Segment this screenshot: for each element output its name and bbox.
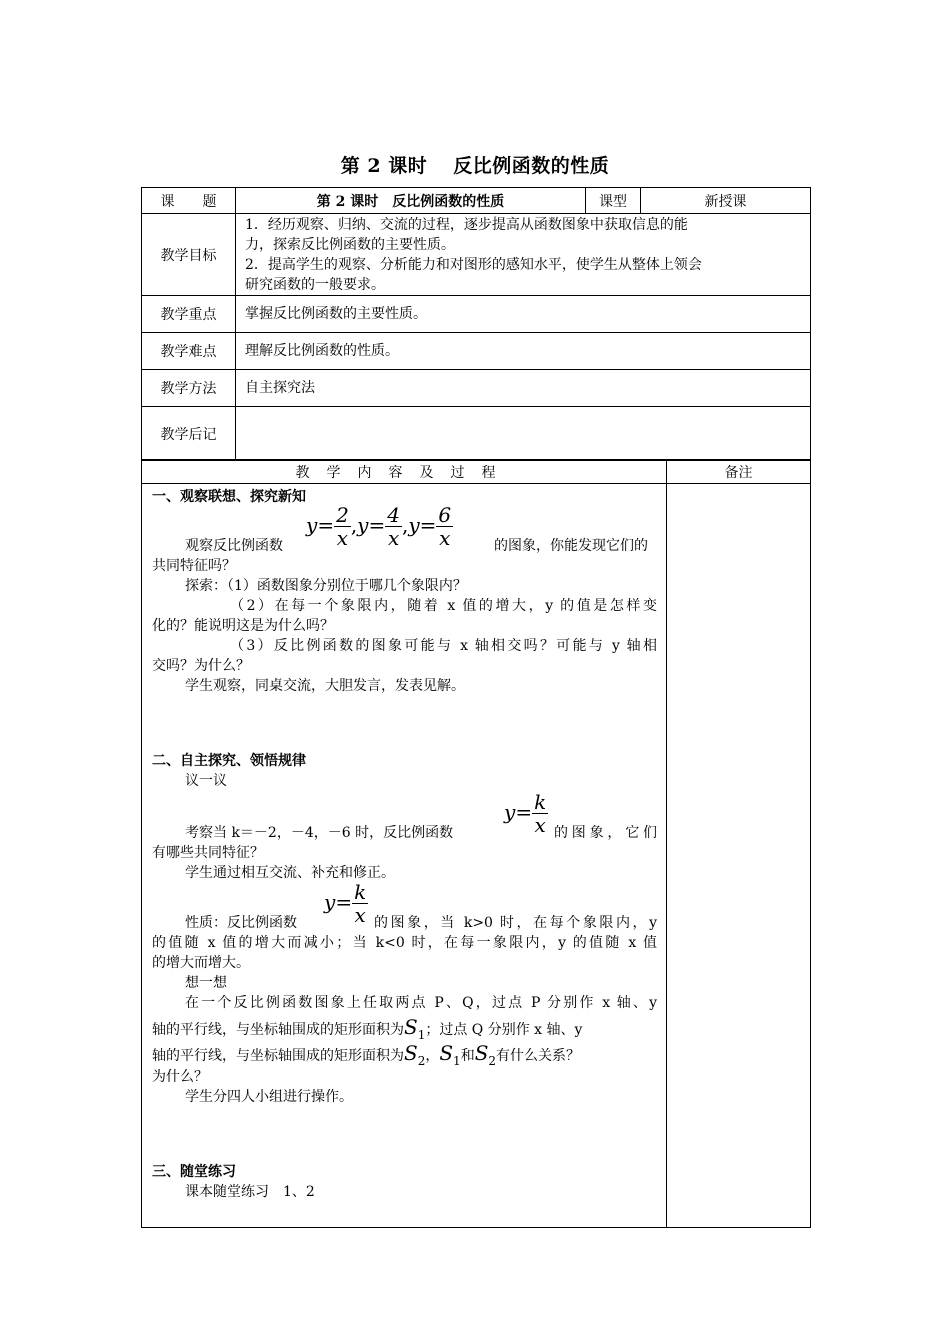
think-line2: 轴的平行线，与坐标轴围成的矩形面积为$S_1$；过点 Q 分别作 x 轴、y xyxy=(152,1015,583,1042)
goals-label: 教学目标 xyxy=(142,214,236,296)
property-text-pre: 性质：反比例函数 xyxy=(185,915,297,931)
difficulty-value: 理解反比例函数的性质。 xyxy=(236,333,811,370)
fraction-k-over-x-2: $\frac{k}{x}$ xyxy=(354,880,367,927)
key-point-value: 掌握反比例函数的主要性质。 xyxy=(236,296,811,333)
remark-column xyxy=(667,484,811,1228)
key-point-label: 教学重点 xyxy=(142,296,236,333)
section1-title: 一、观察联想、探究新知 xyxy=(152,489,306,505)
think-line3: 轴的平行线，与坐标轴围成的矩形面积为$S_2$，$S_1$和$S_2$有什么关系？ xyxy=(152,1041,581,1068)
topic-value: 第 2 课时 反比例函数的性质 xyxy=(236,188,586,214)
explore-q3-line1: （3）反比例函数的图象可能与 x 轴相交吗？可能与 y 轴相 xyxy=(230,638,657,654)
process-header: 教学内容及过程 xyxy=(142,460,667,484)
goal-line-3: 2．提高学生的观察、分析能力和对图形的感知水平，使学生从整体上领会 xyxy=(245,256,702,273)
type-value: 新授课 xyxy=(641,188,811,214)
explore-q2-line1: （2）在每一个象限内，随着 x 值的增大，y 的值是怎样变 xyxy=(230,598,657,614)
goal-line-1: 1．经历观察、归纳、交流的过程，逐步提高从函数图象中获取信息的能 xyxy=(245,216,688,233)
examine-text-pre: 考察当 k＝－2，－4，－6 时，反比例函数 xyxy=(185,825,454,841)
s1-symbol-2: $S_1$ xyxy=(439,1041,461,1068)
method-value: 自主探究法 xyxy=(236,370,811,407)
think-label: 想一想 xyxy=(185,975,227,991)
explore-q1: 探索：（1）函数图象分别位于哪几个象限内？ xyxy=(185,578,467,594)
explore-q3-line2: 交吗？为什么？ xyxy=(152,658,250,674)
s2-symbol-2: $S_2$ xyxy=(474,1041,497,1068)
page-title xyxy=(0,151,950,178)
think-line4: 为什么？ xyxy=(152,1069,208,1085)
fraction-2-over-x: $\frac{2}{x}$ xyxy=(336,503,349,550)
fraction-k-over-x: $\frac{k}{x}$ xyxy=(534,790,547,837)
section2-formula-1: y= $\frac{k}{x}$ xyxy=(504,790,547,837)
section2-formula-2: y= $\frac{k}{x}$ xyxy=(324,880,367,927)
goals-content xyxy=(236,214,811,296)
lesson-info-table xyxy=(141,187,811,461)
group-work-text: 学生分四人小组进行操作。 xyxy=(185,1089,353,1105)
property-text-post: 的图象，当 k>0 时，在每个象限内，y xyxy=(374,915,657,931)
discuss-label: 议一议 xyxy=(185,773,227,789)
remark-header: 备注 xyxy=(667,460,811,484)
s2-symbol: $S_2$ xyxy=(404,1041,426,1068)
observe-text-pre: 观察反比例函数 xyxy=(185,538,283,554)
difficulty-label: 教学难点 xyxy=(142,333,236,370)
fraction-4-over-x: $\frac{4}{x}$ xyxy=(387,503,400,550)
page-title-part2: 反比例函数的性质 xyxy=(453,155,610,177)
process-body xyxy=(142,484,667,1228)
examine-text-post: 的图象，它们 xyxy=(554,825,657,841)
observe-text-post: 的图象，你能发现它们的 xyxy=(494,538,648,554)
fraction-6-over-x: $\frac{6}{x}$ xyxy=(438,503,452,550)
think-line1: 在一个反比例函数图象上任取两点 P、Q，过点 P 分别作 x 轴、y xyxy=(185,995,657,1011)
lesson-process-table xyxy=(141,459,811,1228)
section1-formula: y= $\frac{2}{x}$ ,y= $\frac{4}{x}$ ,y= $\frac{6}{x}$ xyxy=(306,503,452,550)
topic-label: 课 题 xyxy=(142,188,236,214)
page-title-part1: 第 2 课时 xyxy=(340,155,428,177)
property-text-line2: 的值随 x 值的增大而减小；当 k<0 时，在每一象限内，y 的值随 x 值 xyxy=(152,935,657,951)
goal-line-4: 研究函数的一般要求。 xyxy=(245,276,385,293)
property-text-line3: 的增大而增大。 xyxy=(152,955,250,971)
section2-title: 二、自主探究、领悟规律 xyxy=(152,753,306,769)
reflection-label: 教学后记 xyxy=(142,407,236,461)
goal-line-2: 力，探索反比例函数的主要性质。 xyxy=(245,236,455,253)
section3-title: 三、随堂练习 xyxy=(152,1164,236,1180)
method-label: 教学方法 xyxy=(142,370,236,407)
reflection-value xyxy=(236,407,811,461)
practice-text: 课本随堂练习 1、2 xyxy=(185,1184,315,1200)
type-label: 课型 xyxy=(586,188,641,214)
exchange-text: 学生通过相互交流、补充和修正。 xyxy=(185,865,395,881)
observe-text-line2: 共同特征吗？ xyxy=(152,558,236,574)
explore-q2-line2: 化的？能说明这是为什么吗？ xyxy=(152,618,334,634)
s1-symbol: $S_1$ xyxy=(404,1015,426,1042)
student-observe: 学生观察，同桌交流，大胆发言，发表见解。 xyxy=(185,678,465,694)
examine-text-line2: 有哪些共同特征？ xyxy=(152,845,264,861)
